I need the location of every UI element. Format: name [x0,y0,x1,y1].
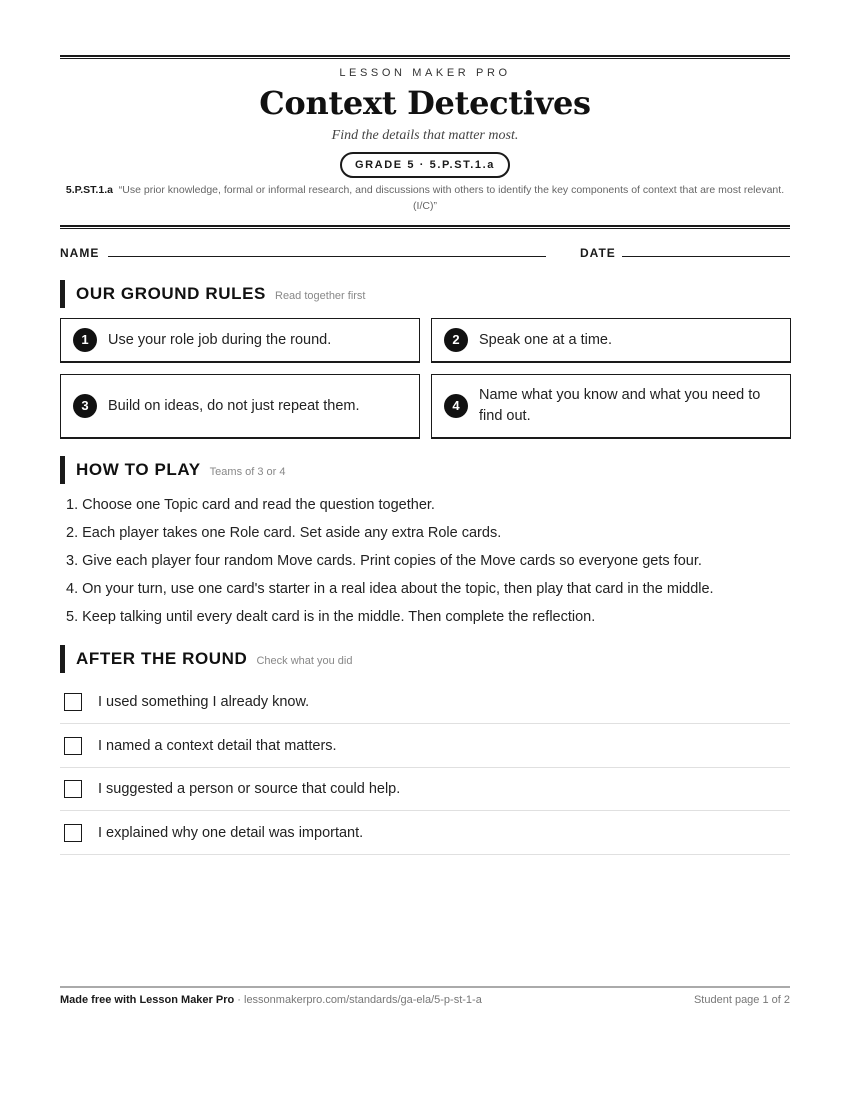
footer-page-info: Student page 1 of 2 [693,994,790,1006]
rule-number-badge: 3 [73,394,97,418]
checklist-text: I used something I already know. [98,693,310,710]
standard-description [60,182,790,214]
checkbox[interactable] [64,780,82,798]
how-to-play-title: HOW TO PLAY [76,460,201,479]
after-round-title: AFTER THE ROUND [76,649,248,668]
rule-number-badge: 4 [444,394,468,418]
how-to-play-note: Teams of 3 or 4 [209,465,286,478]
step-item: 5. Keep talking until every dealt card is in the middle. Then complete the reflection. [66,609,596,625]
checklist-text: I named a context detail that matters. [98,737,337,754]
step-item: 2. Each player takes one Role card. Set aside any extra Role cards. [66,525,502,541]
header-top-rule [60,55,790,59]
grade-badge: GRADE 5 · 5.P.ST.1.a [340,152,510,178]
footer-separator: · [234,994,244,1006]
ground-rules-title: OUR GROUND RULES [76,284,266,303]
checkbox[interactable] [64,824,82,842]
header-bottom-rule [60,225,790,229]
ground-rules-note: Read together first [275,289,366,302]
checklist-item [60,724,790,768]
footer-rule [60,986,790,988]
ground-rule-text: Speak one at a time. [479,331,612,348]
ground-rule-text: Build on ideas, do not just repeat them. [108,397,360,414]
worksheet-page [60,0,790,1100]
standard-code: 5.P.ST.1.a [65,184,113,196]
ground-rule-card [431,318,791,363]
how-to-play-heading [60,456,286,484]
footer-url[interactable]: lessonmakerpro.com/standards/ga-ela/5-p-st-1-a [244,994,482,1006]
brand-name: LESSON MAKER PRO [339,67,511,79]
date-field-line[interactable] [622,256,790,257]
checklist-text: I explained why one detail was important. [98,824,364,841]
checkbox[interactable] [64,737,82,755]
checkbox[interactable] [64,693,82,711]
name-label: NAME [60,246,100,260]
checklist-item [60,767,790,811]
step-item: 3. Give each player four random Move cards. Print copies of the Move cards so everyone gets four. [66,553,702,569]
ground-rule-card [60,318,420,363]
ground-rule-text: Use your role job during the round. [108,331,332,348]
standard-text: “Use prior knowledge, formal or informal research, and discussions with others to identify the key components of context that are most relevant. (I/C)” [118,184,785,212]
checklist-item [60,811,790,855]
ground-rule-card [431,374,791,439]
name-field-line[interactable] [108,256,546,257]
worksheet-subtitle: Find the details that matter most. [331,128,519,143]
footer-made-with: Made free with Lesson Maker Pro [60,994,235,1006]
how-to-play-steps [66,491,714,631]
step-item: 1. Choose one Topic card and read the question together. [66,497,435,513]
ground-rules-heading [60,280,366,308]
worksheet-title: Context Detectives [259,84,591,122]
checklist-item [60,680,790,724]
after-round-heading [60,645,352,673]
ground-rule-text: Name what you know and what you need to find out. [479,387,761,424]
rule-number-badge: 1 [73,328,97,352]
date-label: DATE [580,246,616,260]
ground-rule-card [60,374,420,439]
step-item: 4. On your turn, use one card's starter in a real idea about the topic, then play that card in the middle. [66,581,714,597]
rule-number-badge: 2 [444,328,468,352]
checklist-text: I suggested a person or source that could help. [98,780,401,797]
after-round-note: Check what you did [256,654,353,667]
footer-credit [60,994,482,1006]
